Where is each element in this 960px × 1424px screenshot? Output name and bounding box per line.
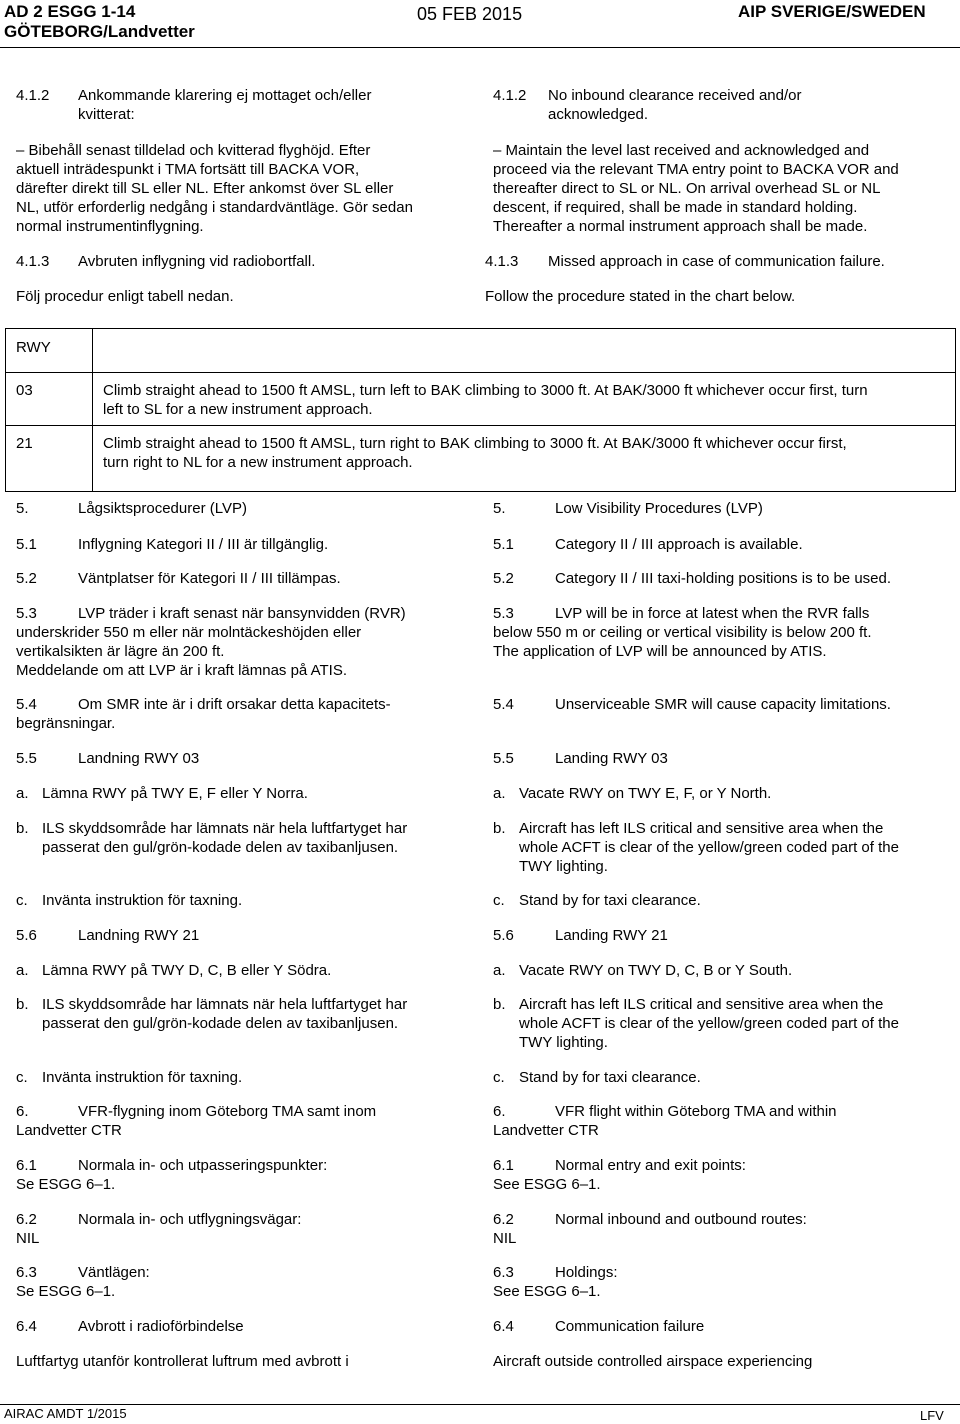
en-55a-text: Vacate RWY on TWY E, F, or Y North. <box>519 785 772 802</box>
en-61-body: See ESGG 6–1. <box>493 1176 601 1193</box>
rwy-code-cell <box>6 426 93 492</box>
sv-413-title: Avbruten inflygning vid radiobortfall. <box>78 253 316 270</box>
en-412-title-2: acknowledged. <box>548 106 649 123</box>
en-64-number: 6.4 <box>493 1318 514 1335</box>
rwy-procedure-line: left to SL for a new instrument approach. <box>103 401 373 418</box>
rwy-procedure-cell <box>93 426 956 492</box>
sv-412-body-1: – Bibehåll senast tilldelad och kvitterad flyghöjd. Efter <box>16 142 371 159</box>
sv-61-number: 6.1 <box>16 1157 37 1174</box>
sv-55c-text: Invänta instruktion för taxning. <box>42 892 243 909</box>
sv-56a-text: Lämna RWY på TWY D, C, B eller Y Södra. <box>42 962 332 979</box>
en-56-number: 5.6 <box>493 927 514 944</box>
sv-56b-label: b. <box>16 996 29 1013</box>
rwy-procedure-line: Climb straight ahead to 1500 ft AMSL, turn left to BAK climbing to 3000 ft. At BAK/3000 ft whichever occur first, turn <box>103 382 868 399</box>
en-412-body-3: thereafter direct to SL or NL. On arrival overhead SL or NL <box>493 180 881 197</box>
sv-412-title-1: Ankommande klarering ej mottaget och/eller <box>78 87 372 104</box>
sv-56b-line: ILS skyddsområde har lämnats när hela luftfartyget har <box>42 996 408 1013</box>
en-412-body-2: proceed via the relevant TMA entry point to BACKA VOR and <box>493 161 899 178</box>
sv-55c-label: c. <box>16 892 28 909</box>
aerodrome-name: GÖTEBORG/Landvetter <box>4 22 195 41</box>
en-62-title: Normal inbound and outbound routes: <box>555 1211 807 1228</box>
en-56b-label: b. <box>493 996 506 1013</box>
en-55b-line: TWY lighting. <box>519 858 608 875</box>
sv-53-line: Meddelande om att LVP är i kraft lämnas på ATIS. <box>16 662 348 679</box>
en-62-number: 6.2 <box>493 1211 514 1228</box>
en-54-text: Unserviceable SMR will cause capacity limitations. <box>555 696 891 713</box>
en-53-number: 5.3 <box>493 605 514 622</box>
en-63-number: 6.3 <box>493 1264 514 1281</box>
en-63-body: See ESGG 6–1. <box>493 1283 601 1300</box>
en-53-line: The application of LVP will be announced by ATIS. <box>493 643 827 660</box>
sv-56c-text: Invänta instruktion för taxning. <box>42 1069 243 1086</box>
rwy-table-row <box>6 373 956 426</box>
sv-55a-text: Lämna RWY på TWY E, F eller Y Norra. <box>42 785 308 802</box>
en-56c-label: c. <box>493 1069 505 1086</box>
sv-64-title: Avbrott i radioförbindelse <box>78 1318 244 1335</box>
en-55a-label: a. <box>493 785 506 802</box>
en-52-text: Category II / III taxi-holding positions is to be used. <box>555 570 892 587</box>
sv-6-title-2: Landvetter CTR <box>16 1122 122 1139</box>
sv-6-number: 6. <box>16 1103 29 1120</box>
publisher: AIP SVERIGE/SWEDEN <box>738 2 926 21</box>
sv-55b-line: passerat den gul/grön-kodade delen av taxibanljusen. <box>42 839 399 856</box>
en-413-title: Missed approach in case of communication failure. <box>548 253 885 270</box>
sv-56b-line: passerat den gul/grön-kodade delen av taxibanljusen. <box>42 1015 399 1032</box>
doc-id: AD 2 ESGG 1-14 <box>4 2 136 21</box>
sv-63-title: Väntlägen: <box>78 1264 150 1281</box>
sv-55a-label: a. <box>16 785 29 802</box>
en-61-title: Normal entry and exit points: <box>555 1157 746 1174</box>
sv-52-number: 5.2 <box>16 570 37 587</box>
sv-64-number: 6.4 <box>16 1318 37 1335</box>
sv-412-body-4: NL, utför erforderlig nedgång i standardväntläge. Gör sedan <box>16 199 413 216</box>
publication-date: 05 FEB 2015 <box>417 4 523 24</box>
sv-5-title: Lågsiktsprocedurer (LVP) <box>78 500 247 517</box>
en-6-title-2: Landvetter CTR <box>493 1122 599 1139</box>
en-56b-line: TWY lighting. <box>519 1034 608 1051</box>
sv-52-text: Väntplatser för Kategori II / III tillämpas. <box>78 570 341 587</box>
sv-412-body-3: därefter direkt till SL eller NL. Efter ankomst över SL eller <box>16 180 394 197</box>
sv-55b-label: b. <box>16 820 29 837</box>
sv-61-body: Se ESGG 6–1. <box>16 1176 116 1193</box>
sv-5-number: 5. <box>16 500 29 517</box>
sv-54-line: begränsningar. <box>16 715 116 732</box>
en-64-body: Aircraft outside controlled airspace experiencing <box>493 1353 813 1370</box>
sv-63-body: Se ESGG 6–1. <box>16 1283 116 1300</box>
en-51-text: Category II / III approach is available. <box>555 536 803 553</box>
header-rule <box>0 47 960 48</box>
en-55c-text: Stand by for taxi clearance. <box>519 892 701 909</box>
agency-name: LFV <box>920 1408 944 1423</box>
en-55-number: 5.5 <box>493 750 514 767</box>
rwy-code: 03 <box>16 382 33 399</box>
sv-61-title: Normala in- och utpasseringspunkter: <box>78 1157 328 1174</box>
en-5-number: 5. <box>493 500 506 517</box>
en-6-title-1: VFR flight within Göteborg TMA and within <box>555 1103 837 1120</box>
sv-63-number: 6.3 <box>16 1264 37 1281</box>
sv-56a-label: a. <box>16 962 29 979</box>
en-55b-line: Aircraft has left ILS critical and sensitive area when the <box>519 820 884 837</box>
en-413-body: Follow the procedure stated in the chart below. <box>485 288 796 305</box>
sv-6-title-1: VFR-flygning inom Göteborg TMA samt inom <box>78 1103 377 1120</box>
en-412-number: 4.1.2 <box>493 87 527 104</box>
en-5-title: Low Visibility Procedures (LVP) <box>555 500 763 517</box>
rwy-procedure-line: Climb straight ahead to 1500 ft AMSL, turn right to BAK climbing to 3000 ft. At BAK/3000 ft whichever occur first, <box>103 435 847 452</box>
sv-62-number: 6.2 <box>16 1211 37 1228</box>
en-61-number: 6.1 <box>493 1157 514 1174</box>
sv-412-title-2: kvitterat: <box>78 106 135 123</box>
rwy-code: 21 <box>16 435 33 452</box>
sv-55-number: 5.5 <box>16 750 37 767</box>
rwy-header-cell <box>6 329 93 373</box>
sv-56-title: Landning RWY 21 <box>78 927 200 944</box>
sv-412-number: 4.1.2 <box>16 87 50 104</box>
en-412-body-5: Thereafter a normal instrument approach shall be made. <box>493 218 868 235</box>
en-55-title: Landing RWY 03 <box>555 750 668 767</box>
rwy-procedure-line: turn right to NL for a new instrument approach. <box>103 454 413 471</box>
sv-55-title: Landning RWY 03 <box>78 750 200 767</box>
rwy-procedure-cell <box>93 373 956 426</box>
sv-413-body: Följ procedur enligt tabell nedan. <box>16 288 234 305</box>
en-52-number: 5.2 <box>493 570 514 587</box>
en-412-body-4: descent, if required, shall be made in standard holding. <box>493 199 858 216</box>
rwy-header-empty-cell <box>93 329 956 373</box>
en-413-number: 4.1.3 <box>485 253 519 270</box>
en-53-line: LVP will be in force at latest when the RVR falls <box>555 605 870 622</box>
rwy-procedure-table <box>5 328 956 492</box>
rwy-table-row <box>6 426 956 492</box>
en-55b-label: b. <box>493 820 506 837</box>
rwy-code-cell <box>6 373 93 426</box>
sv-54-number: 5.4 <box>16 696 37 713</box>
en-56c-text: Stand by for taxi clearance. <box>519 1069 701 1086</box>
en-56a-text: Vacate RWY on TWY D, C, B or Y South. <box>519 962 793 979</box>
en-53-line: below 550 m or ceiling or vertical visibility is below 200 ft. <box>493 624 872 641</box>
en-55c-label: c. <box>493 892 505 909</box>
footer-rule <box>0 1404 960 1405</box>
sv-53-line: LVP träder i kraft senast när bansynvidden (RVR) <box>78 605 406 622</box>
sv-54-line: Om SMR inte är i drift orsakar detta kapacitets- <box>78 696 391 713</box>
sv-56c-label: c. <box>16 1069 28 1086</box>
sv-64-body: Luftfartyg utanför kontrollerat luftrum med avbrott i <box>16 1353 349 1370</box>
en-51-number: 5.1 <box>493 536 514 553</box>
en-63-title: Holdings: <box>555 1264 618 1281</box>
en-54-number: 5.4 <box>493 696 514 713</box>
sv-51-number: 5.1 <box>16 536 37 553</box>
en-56-title: Landing RWY 21 <box>555 927 668 944</box>
en-412-body-1: – Maintain the level last received and acknowledged and <box>493 142 870 159</box>
sv-413-number: 4.1.3 <box>16 253 50 270</box>
rwy-table-header-row <box>6 329 956 373</box>
en-62-body: NIL <box>493 1230 517 1247</box>
en-412-title-1: No inbound clearance received and/or <box>548 87 802 104</box>
sv-412-body-5: normal instrumentinflygning. <box>16 218 204 235</box>
rwy-header-label: RWY <box>16 339 51 356</box>
en-55b-line: whole ACFT is clear of the yellow/green coded part of the <box>519 839 899 856</box>
sv-53-line: underskrider 550 m eller när molntäckeshöjden eller <box>16 624 362 641</box>
sv-53-number: 5.3 <box>16 605 37 622</box>
airac-amendment: AIRAC AMDT 1/2015 <box>4 1406 127 1421</box>
en-64-title: Communication failure <box>555 1318 705 1335</box>
sv-62-title: Normala in- och utflygningsvägar: <box>78 1211 302 1228</box>
sv-62-body: NIL <box>16 1230 40 1247</box>
sv-53-line: vertikalsikten är lägre än 200 ft. <box>16 643 225 660</box>
en-6-number: 6. <box>493 1103 506 1120</box>
sv-51-text: Inflygning Kategori II / III är tillgänglig. <box>78 536 329 553</box>
en-56a-label: a. <box>493 962 506 979</box>
en-56b-line: whole ACFT is clear of the yellow/green coded part of the <box>519 1015 899 1032</box>
sv-412-body-2: aktuell inträdespunkt i TMA fortsätt till BACKA VOR, <box>16 161 360 178</box>
en-56b-line: Aircraft has left ILS critical and sensitive area when the <box>519 996 884 1013</box>
sv-55b-line: ILS skyddsområde har lämnats när hela luftfartyget har <box>42 820 408 837</box>
sv-56-number: 5.6 <box>16 927 37 944</box>
